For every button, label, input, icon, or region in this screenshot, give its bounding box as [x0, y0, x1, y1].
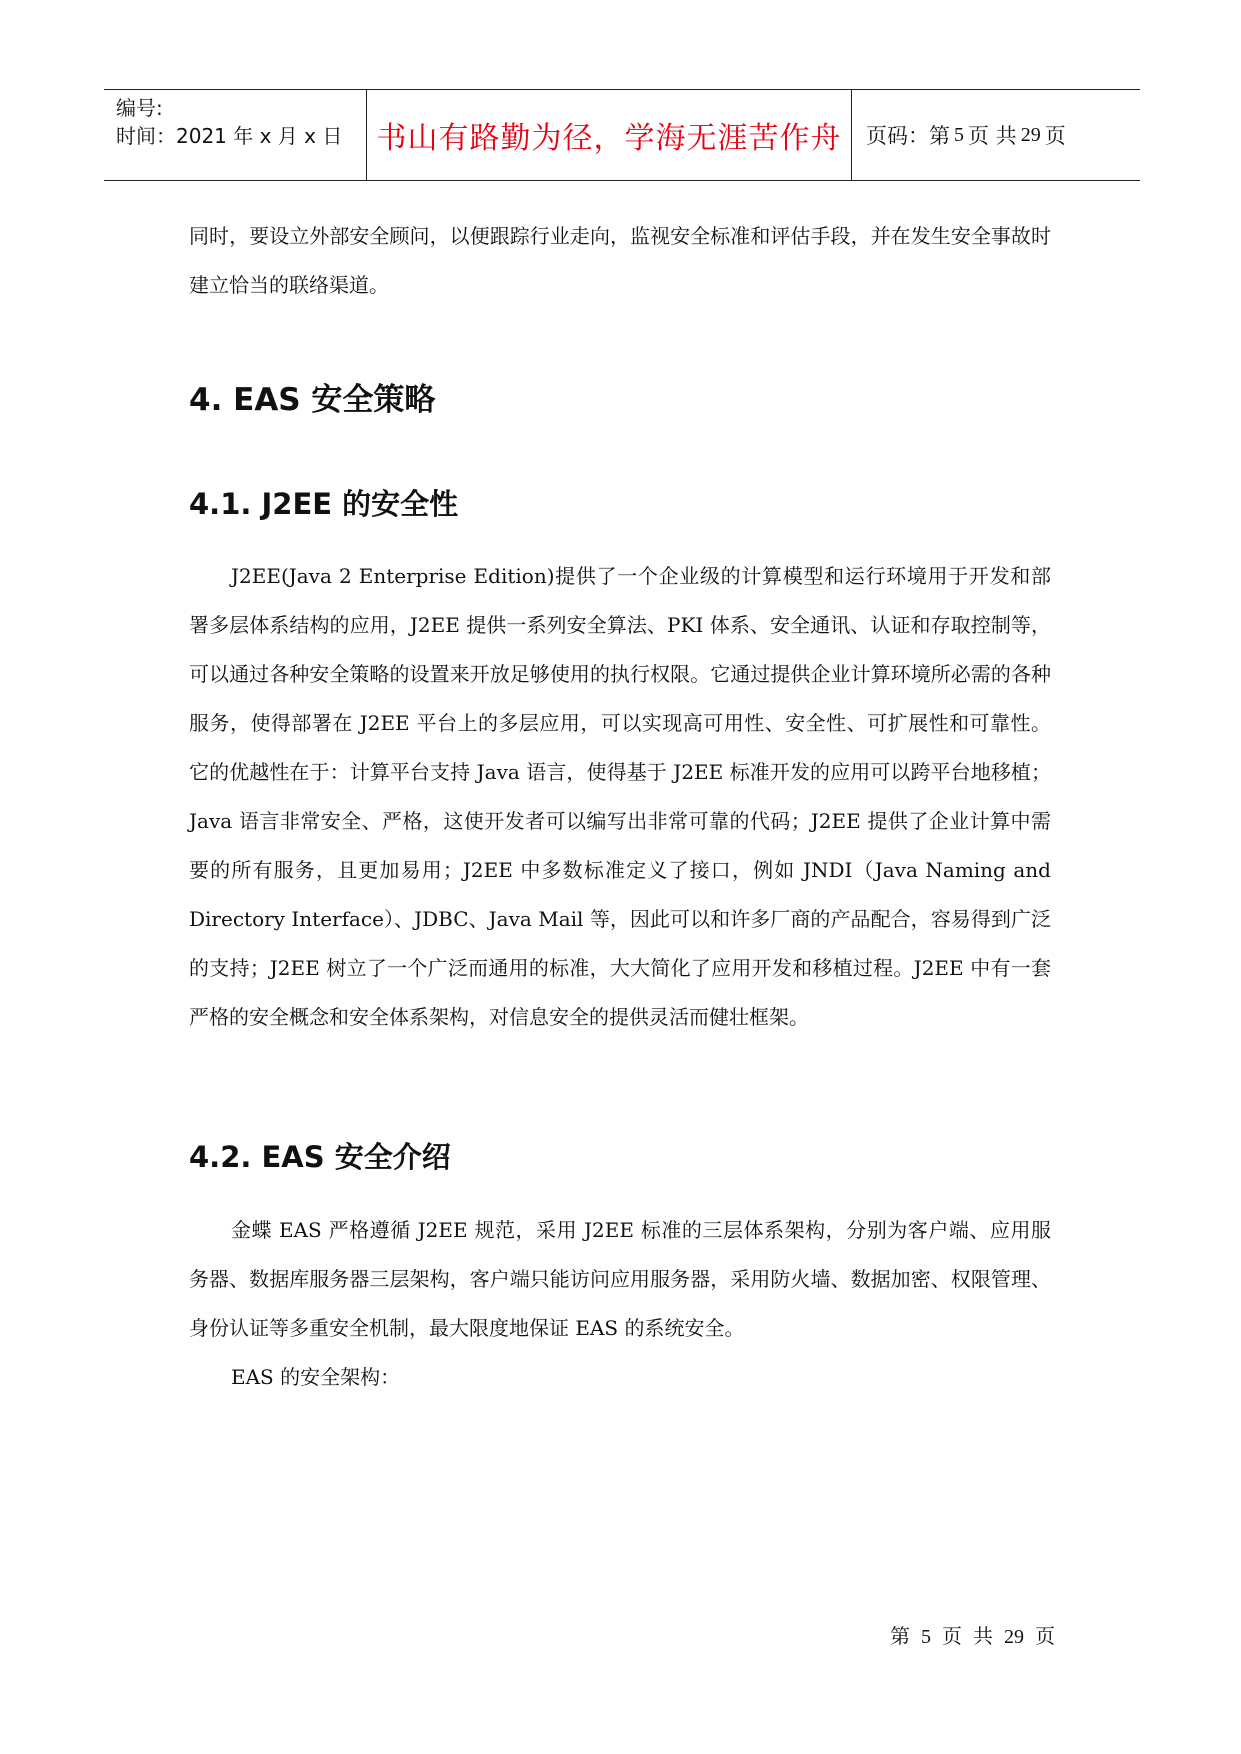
section-4-1-body	[189, 552, 1051, 1042]
page-suffix: 页	[1044, 124, 1066, 148]
page-header	[104, 89, 1140, 181]
section-4-1-heading: 4.1. J2EE 的安全性	[189, 487, 459, 521]
intro-paragraph: 同时，要设立外部安全顾问，以便跟踪行业走向，监视安全标准和评估手段，并在发生安全事故时建立恰当的联络渠道。	[189, 224, 1051, 297]
section-4-2-heading: 4.2. EAS 安全介绍	[189, 1140, 451, 1174]
page-mid: 页 共	[968, 124, 1017, 148]
section-4-heading: 4. EAS 安全策略	[189, 382, 436, 418]
header-meta	[116, 94, 342, 150]
intro-block	[189, 212, 1051, 310]
architecture-label: EAS 的安全架构：	[231, 1365, 401, 1389]
header-motto: 书山有路勤为径，学海无涯苦作舟	[376, 121, 842, 156]
page-prefix: 页码：第	[866, 124, 950, 148]
header-divider	[851, 90, 852, 180]
serial-label: 编号:	[116, 96, 163, 120]
page-current: 5	[954, 123, 964, 146]
header-divider	[366, 90, 367, 180]
section-4-2-paragraph: 金蝶 EAS 严格遵循 J2EE 规范，采用 J2EE 标准的三层体系架构，分别为客户端、应用服务器、数据库服务器三层架构，客户端只能访问应用服务器，采用防火墙、数据加密、权限管理、身份认证等多重安全机制，最大限度地保证 EAS 的系统安全。	[189, 1218, 1051, 1340]
section-4-2-body	[189, 1206, 1051, 1402]
page-total: 29	[1020, 123, 1041, 146]
time-label: 时间：2021 年 x 月 x 日	[116, 124, 343, 148]
section-4-1-paragraph: J2EE(Java 2 Enterprise Edition)提供了一个企业级的计算模型和运行环境用于开发和部署多层体系结构的应用，J2EE 提供一系列安全算法、PKI 体系、安全通讯、认证和存取控制等，可以通过各种安全策略的设置来开放足够使用的执行权限。它通过提供企业计算环境所必需的各种服务，使得部署在 J2EE 平台上的多层应用，可以实现高可用性、安全性、可扩展性和可靠性。它的优越性在于：计算平台支持 Java 语言，使得基于 J2EE 标准开发的应用可以跨平台地移植；Java 语言非常安全、严格，这使开发者可以编写出非常可靠的代码；J2EE 提供了企业计算中需要的所有服务，且更加易用；J2EE 中多数标准定义了接口，例如 JNDI（Java Naming and Directory Interface）、JDBC、Java Mail 等，因此可以和许多厂商的产品配合，容易得到广泛的支持；J2EE 树立了一个广泛而通用的标准，大大简化了应用开发和移植过程。J2EE 中有一套严格的安全概念和安全体系架构，对信息安全的提供灵活而健壮框架。	[189, 564, 1051, 1029]
header-page-number	[866, 90, 1066, 180]
page-footer: 第 5 页 共 29 页	[890, 1626, 1055, 1648]
